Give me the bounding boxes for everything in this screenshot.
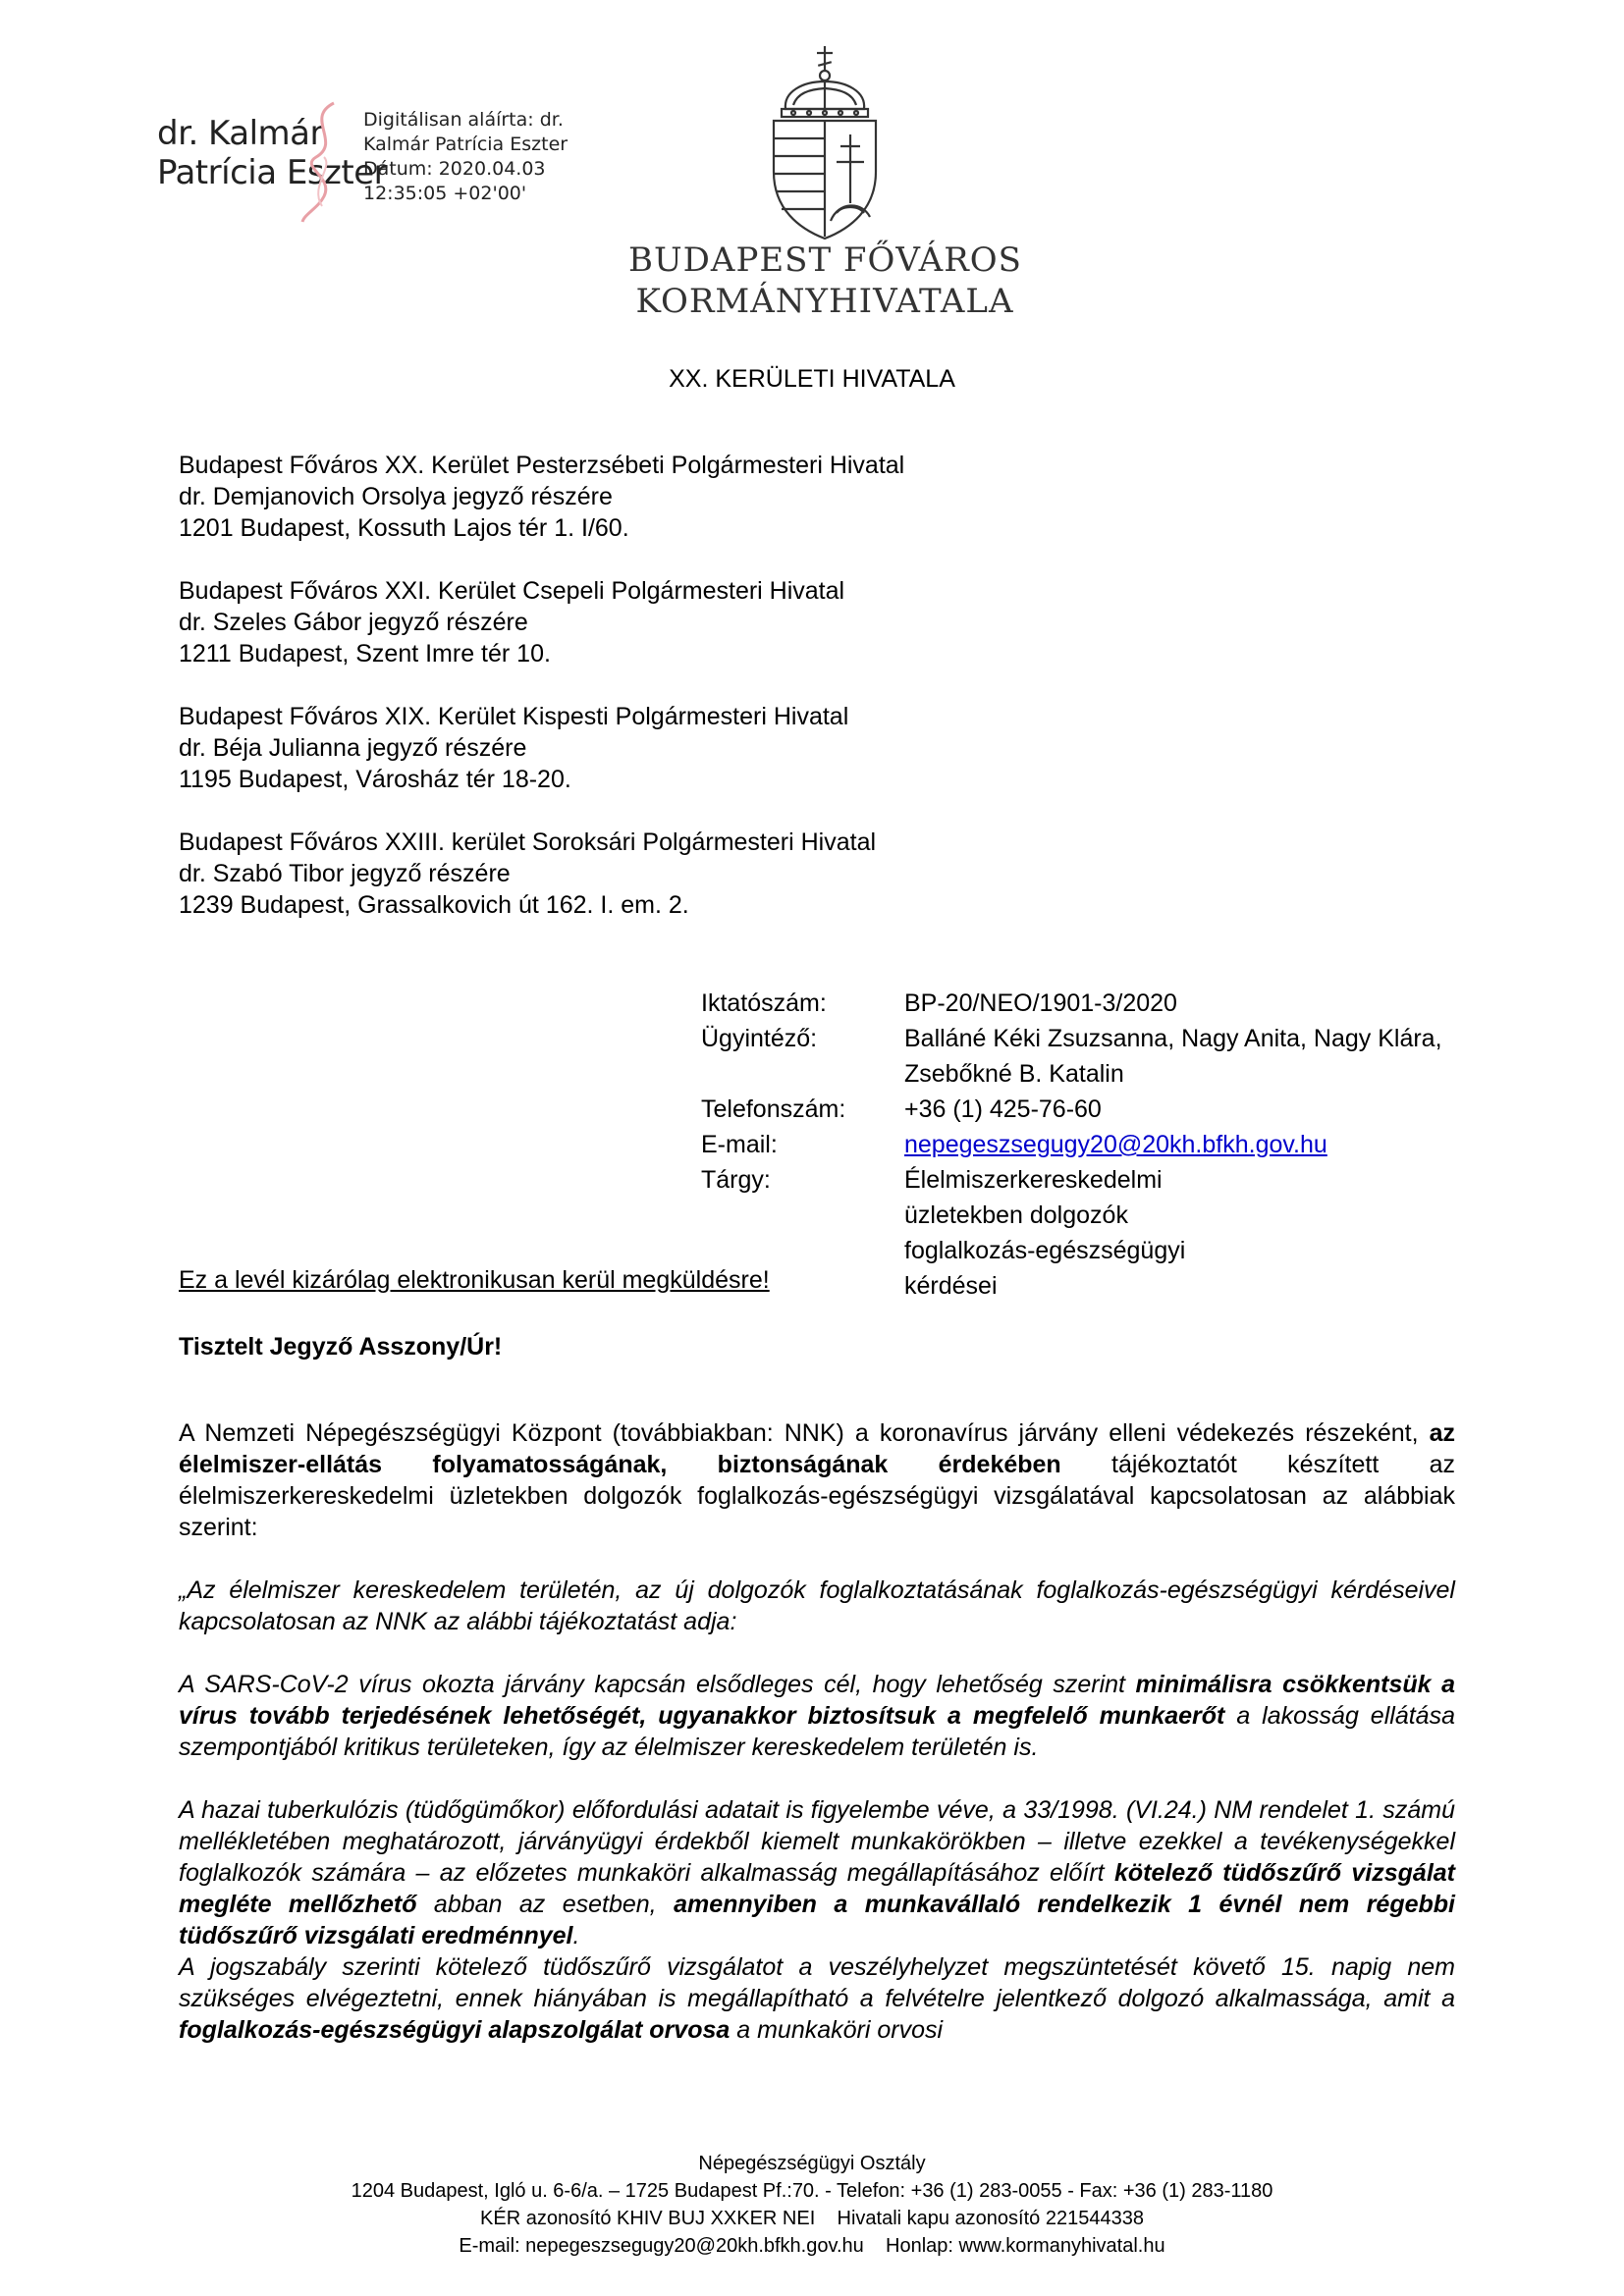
body-text-run: abban az esetben, xyxy=(416,1891,675,1918)
body-text-run: A hazai tuberkulózis (tüdőgümőkor) előfordulási adatait is figyelembe véve, a 33/1998. (VI.24.) NM rendelet 1. számú mellékletében meghatározott, járványügyi érdekből kiemelt munkakörökben – illetve ezekkel a tevékenységekkel foglalkozók számára – az előzetes munkaköri alkalmasság megállapításához előírt xyxy=(179,1796,1455,1887)
body-text-run: A jogszabály szerinti kötelező tüdőszűrő vizsgálatot a veszélyhelyzet megszüntetését követő 15. napig nem szükséges elvégeztetni, ennek hiányában is megállapítható a felvételre jelentkező dolgozó alkalmassága, amit a xyxy=(179,1953,1455,2012)
subject: Élelmiszerkereskedelmi üzletekben dolgozók foglalkozás-egészségügyi kérdései xyxy=(904,1166,1186,1300)
body-emphasis: amennyiben a munkavállaló rendelkezik 1 évnél nem régebbi tüdőszűrő vizsgálati eredménnyel xyxy=(179,1891,1455,1949)
address-line: 1211 Budapest, Szent Imre tér 10. xyxy=(179,640,551,667)
meta-row-registration xyxy=(701,986,1454,1021)
body-paragraph xyxy=(179,1669,1455,1763)
coat-of-arms-icon xyxy=(764,44,886,240)
footer-department: Népegészségügyi Osztály xyxy=(698,2153,926,2174)
email-link[interactable]: nepegeszsegugy20@20kh.bfkh.gov.hu xyxy=(904,1131,1327,1158)
body-emphasis: minimálisra csökkentsük a vírus tovább terjedésének lehetőségét, ugyanakkor biztosítsuk a megfelelő munkaerőt xyxy=(179,1671,1455,1730)
meta-label: Ügyintéző: xyxy=(701,1025,818,1052)
agency-name xyxy=(628,240,1021,322)
address-block xyxy=(179,827,904,921)
address-block xyxy=(179,450,904,544)
signature-detail-line: Dátum: 2020.04.03 xyxy=(363,158,546,180)
meta-row-email xyxy=(701,1127,1454,1162)
registration-number: BP-20/NEO/1901-3/2020 xyxy=(904,989,1177,1017)
agency-name-line: KORMÁNYHIVATALA xyxy=(635,282,1014,321)
signature-details xyxy=(363,108,568,206)
body-paragraph xyxy=(179,1951,1455,2046)
office-title: XX. KERÜLETI HIVATALA xyxy=(669,365,955,393)
address-line: dr. Demjanovich Orsolya jegyző részére xyxy=(179,483,613,510)
address-line: Budapest Főváros XX. Kerület Pesterzsébeti Polgármesteri Hivatal xyxy=(179,452,905,479)
meta-label: Iktatószám: xyxy=(701,989,827,1017)
address-line: dr. Béja Julianna jegyző részére xyxy=(179,734,527,762)
body-emphasis: foglalkozás-egészségügyi alapszolgálat orvosa xyxy=(179,2016,731,2044)
address-line: 1201 Budapest, Kossuth Lajos tér 1. I/60. xyxy=(179,514,629,542)
email-value xyxy=(904,1127,1454,1162)
body-text-run: a lakosság ellátása szempontjából kritikus területeken, így az élelmiszer kereskedelem területén is. xyxy=(179,1702,1455,1761)
page-footer xyxy=(0,2150,1624,2260)
address-line: 1195 Budapest, Városház tér 18-20. xyxy=(179,766,571,793)
address-line: dr. Szabó Tibor jegyző részére xyxy=(179,860,511,887)
body-emphasis: az élelmiszer-ellátás folyamatosságának, biztonságának érdekében xyxy=(179,1419,1455,1478)
body-text-run: . xyxy=(572,1922,580,1949)
meta-label: Tárgy: xyxy=(701,1166,771,1194)
signer-name-line: Patrícia Eszter xyxy=(157,153,388,192)
meta-row-subject xyxy=(701,1162,1454,1304)
footer-identifiers: KÉR azonosító KHIV BUJ XXKER NEI Hivatali kapu azonosító 221544338 xyxy=(480,2208,1144,2229)
meta-row-administrator xyxy=(701,1021,1454,1092)
letter-metadata xyxy=(701,986,1454,1304)
meta-label: E-mail: xyxy=(701,1131,778,1158)
signer-name-line: dr. Kalmár xyxy=(157,114,323,153)
body-paragraph xyxy=(179,1417,1455,1543)
body-paragraph: „Az élelmiszer kereskedelem területén, az új dolgozók foglalkoztatásának foglalkozás-egészségügyi kérdéseivel kapcsolatosan az NNK az alábbi tájékoztatást adja: xyxy=(179,1576,1455,1635)
signature-detail-line: Digitálisan aláírta: dr. xyxy=(363,109,564,131)
letter-body xyxy=(179,1417,1455,2046)
address-line: 1239 Budapest, Grassalkovich út 162. I. em. 2. xyxy=(179,891,689,919)
footer-address: 1204 Budapest, Igló u. 6-6/a. – 1725 Budapest Pf.:70. - Telefon: +36 (1) 283-0055 - Fax: +36 (1) 283-1180 xyxy=(351,2180,1273,2202)
signature-detail-line: 12:35:05 +02'00' xyxy=(363,183,527,204)
address-line: dr. Szeles Gábor jegyző részére xyxy=(179,609,528,636)
administrators: Balláné Kéki Zsuzsanna, Nagy Anita, Nagy Klára, Zsebőkné B. Katalin xyxy=(904,1025,1442,1088)
address-line: Budapest Főváros XIX. Kerület Kispesti Polgármesteri Hivatal xyxy=(179,703,849,730)
body-text-run: A SARS-CoV-2 vírus okozta járvány kapcsán elsődleges cél, hogy lehetőség szerint xyxy=(179,1671,1136,1698)
address-block xyxy=(179,701,904,795)
body-paragraph xyxy=(179,1794,1455,1951)
body-text-run: a munkaköri orvosi xyxy=(730,2016,944,2044)
meta-label: Telefonszám: xyxy=(701,1095,846,1123)
body-text-run: A Nemzeti Népegészségügyi Központ (továbbiakban: NNK) a koronavírus járvány elleni védekezés részeként, xyxy=(179,1419,1430,1447)
footer-contact: E-mail: nepegeszsegugy20@20kh.bfkh.gov.hu Honlap: www.kormanyhivatal.hu xyxy=(459,2235,1165,2257)
address-line: Budapest Főváros XXI. Kerület Csepeli Polgármesteri Hivatal xyxy=(179,577,845,605)
agency-name-line: BUDAPEST FŐVÁROS xyxy=(628,240,1022,280)
signature-mark-icon xyxy=(295,98,353,226)
recipient-addresses xyxy=(179,450,904,952)
signature-detail-line: Kalmár Patrícia Eszter xyxy=(363,133,568,155)
electronic-delivery-notice: Ez a levél kizárólag elektronikusan kerül megküldésre! xyxy=(179,1266,770,1294)
address-block xyxy=(179,575,904,669)
body-text-run: tájékoztatót készített az élelmiszerkereskedelmi üzletekben dolgozók foglalkozás-egészségügyi vizsgálatával kapcsolatosan az alábbiak szerint: xyxy=(179,1451,1455,1541)
salutation: Tisztelt Jegyző Asszony/Úr! xyxy=(179,1333,503,1361)
phone-number: +36 (1) 425-76-60 xyxy=(904,1095,1102,1123)
body-emphasis: kötelező tüdőszűrő vizsgálat megléte mellőzhető xyxy=(179,1859,1455,1918)
address-line: Budapest Főváros XXIII. kerület Soroksári Polgármesteri Hivatal xyxy=(179,828,877,856)
meta-row-phone xyxy=(701,1092,1454,1127)
